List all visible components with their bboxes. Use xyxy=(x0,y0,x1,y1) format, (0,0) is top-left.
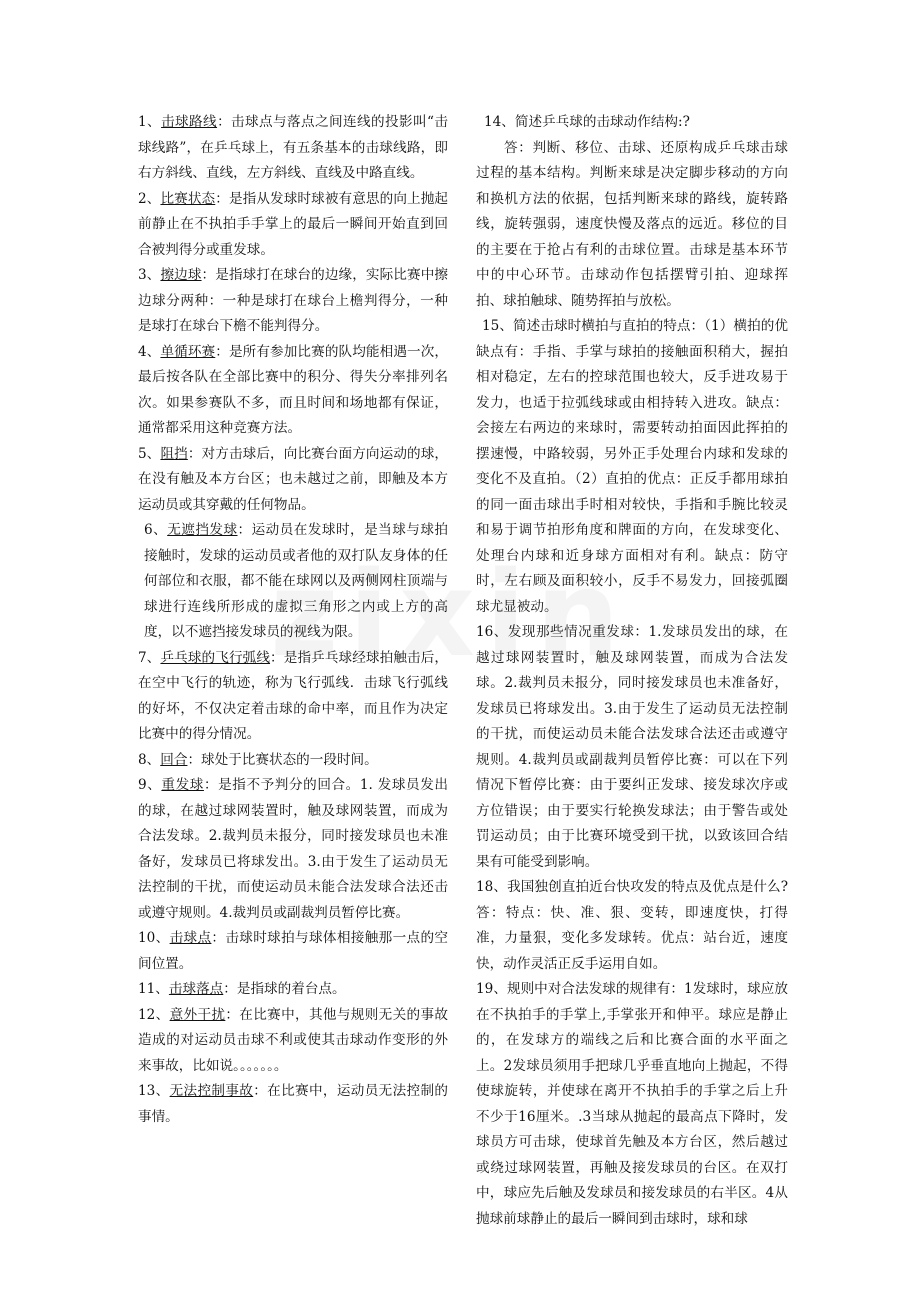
entry-term: 无遮挡发球 xyxy=(167,522,238,538)
entry-term: 比赛状态 xyxy=(160,190,216,207)
entry-text: ：在比赛中，其他与规则无关的事故造成的对运动员击球不利或使其击球动作变形的外来事故，比如说。。。。。。。 xyxy=(138,1006,448,1074)
entry-term: 意外干扰 xyxy=(169,1006,226,1023)
entry-text: ：运动员在发球时，是当球与球拍接触时，发球的运动员或者他的双打队友身体的任何部位和衣服，都不能在球网以及两侧网柱顶端与球进行连线所形成的虚拟三角形之内或上方的高度，以不遮挡接发球员的视线为限。 xyxy=(144,522,449,640)
definition-3 xyxy=(138,263,448,340)
entry-text: ：是指球打在球台的边缘，实际比赛中擦边球分两种：一种是球打在球台上檐判得分，一种是球打在球台下檐不能判得分。 xyxy=(138,267,448,334)
entry-term: 擦边球 xyxy=(160,267,202,283)
question-16: 16、发现那些情况重发球：1.发球员发出的球，在越过球网装置时，触及球网装置，而成为合法发球。2.裁判员未报分，同时接发球员也未准备好，发球员已将球发出。3.由于发生了运动员无法控制的干扰，而使运动员未能合法发球合法还击或遵守规则。4.裁判员或副裁判员暂停比赛：可以在下列情况下暂停比赛：由于要纠正发球、接发球次序或方位错误；由于要实行轮换发球法；由于警告或处罚运动员；由于比赛环境受到干扰，以致该回合结果有可能受到影响。 xyxy=(476,624,788,870)
entry-term: 单循环赛 xyxy=(160,343,216,360)
definition-10 xyxy=(138,926,448,977)
definition-8 xyxy=(138,748,448,774)
entry-term: 无法控制事故 xyxy=(169,1083,254,1099)
definition-6 xyxy=(138,518,448,646)
question-14: 14、简述乒乓球的击球动作结构:? xyxy=(484,114,690,130)
question-19: 19、规则中对合法发球的规律有：1发球时，球应放在不执拍手的手掌上,手掌张开和伸平。球应是静止的，在发球方的端线之后和比赛合面的水平面之上。2发球员须用手把球几乎垂直地向上抛起，不得使球旋转，并使球在离开不执拍手的手掌之后上升不少于16厘米。.3当球从抛起的最高点下降时，发球员方可击球，使球首先触及本方台区，然后越过或绕过球网装置，再触及接发球员的台区。在双打中，球应先后触及发球员和接发球员的右半区。4从抛球前球静止的最后一瞬间到击球时，球和球 xyxy=(476,981,788,1227)
definition-7 xyxy=(138,646,448,748)
entry-number: 7、 xyxy=(138,649,161,666)
entry-text: ：是指不予判分的回合。1. 发球员发出的球，在越过球网装置时，触及球网装置，而成为合法发球。2.裁判员未报分，同时接发球员也未准备好，发球员已将球发出。3.由于发生了运动员无法控制的干扰，而使运动员未能合法发球合法还击或遵守规则。4.裁判员或副裁判员暂停比赛。 xyxy=(138,777,449,921)
entry-number: 4、 xyxy=(138,343,161,360)
entry-text: ：击球点与落点之间连线的投影叫“击球线路”，在乒乓球上，有五条基本的击球线路，即右方斜线、直线，左方斜线、直线及中路直线。 xyxy=(138,114,448,181)
entry-term: 阻挡 xyxy=(160,445,188,462)
entry-term: 重发球 xyxy=(161,777,204,793)
entry-text: ：对方击球后，向比赛台面方向运动的球，在没有触及本方台区；也未越过之前，即触及本方运动员或其穿戴的任何物品。 xyxy=(138,445,449,513)
entry-number: 13、 xyxy=(138,1083,170,1099)
definition-11 xyxy=(138,977,448,1003)
entry-number: 5、 xyxy=(138,445,161,462)
entry-number: 2、 xyxy=(138,190,161,207)
entry-text: ：球处于比赛状态的一段时间。 xyxy=(187,751,378,768)
definition-9 xyxy=(138,773,448,926)
entry-text: ：是指从发球时球被有意思的向上抛起前静止在不执拍手手掌上的最后一瞬间开始直到回合被判得分或重发球。 xyxy=(138,190,449,258)
entry-term: 乒乓球的飞行弧线 xyxy=(160,649,271,666)
definition-5 xyxy=(138,442,448,519)
entry-number: 8、 xyxy=(138,751,161,768)
entry-text: ：击球时球拍与球体相接触那一点的空间位置。 xyxy=(138,930,448,972)
definition-2 xyxy=(138,187,448,264)
answer-14: 答：判断、移位、击球、还原构成乒乓球击球过程的基本结构。判断来球是决定脚步移动的方向和换机方法的依据，包括判断来球的路线，旋转路线，旋转强弱，速度快慢及落点的远近。移位的目的主要在于抢占有利的击球位置。击球是基本环节中的中心环节。击球动作包括摆臂引拍、迎球挥拍、球拍触球、随势挥拍与放松。 xyxy=(476,139,788,309)
entry-number: 10、 xyxy=(138,930,170,946)
entry-number: 9、 xyxy=(138,777,162,793)
right-column xyxy=(476,110,788,1232)
entry-text: ：是指乒乓球经球拍触击后，在空中飞行的轨迹，称为飞行弧线．击球飞行弧线的好坏，不仅决定着击球的命中率，而且作为决定比赛中的得分情况。 xyxy=(138,649,449,742)
entry-term: 回合 xyxy=(160,751,188,768)
left-column xyxy=(138,110,448,1130)
entry-number: 6、 xyxy=(144,522,168,538)
entry-term: 击球路线 xyxy=(161,114,218,130)
question-15: 15、简述击球时横拍与直拍的特点：（1）横拍的优缺点有：手指、手掌与球拍的接触面积稍大，握拍相对稳定，左右的控球范围也较大，反手进攻易于发力，也适于拉弧线球或由相持转入进攻。缺点：会接左右两边的来球时，需要转动拍面因此挥拍的摆速慢，中路较弱，另外正手处理台内球和发球的变化不及直拍。（2）直拍的优点：正反手都用球拍的同一面击球出手时相对较快，手指和手腕比较灵和易于调节拍形角度和牌面的方向，在发球变化、处理台内球和近身球方面相对有利。缺点：防守时，左右顾及面积较小，反手不易发力，回接弧圈球尤显被动。 xyxy=(476,318,788,615)
question-18: 18、我国独创直拍近台快攻发的特点及优点是什么?答：特点：快、准、狠、变转，即速度快，打得准，力量狠，变化多发球转。优点：站台近，速度快，动作灵活正反手运用自如。 xyxy=(476,879,788,972)
entry-text: ：是指球的着台点。 xyxy=(223,981,346,997)
definition-13 xyxy=(138,1079,448,1130)
entry-number: 11、 xyxy=(138,981,169,997)
definition-1 xyxy=(138,110,448,187)
definition-12 xyxy=(138,1003,448,1080)
definition-4 xyxy=(138,340,448,442)
entry-text: ：是所有参加比赛的队均能相遇一次，最后按各队在全部比赛中的积分、得失分率排列名次。如果参赛队不多，而且时间和场地都有保证，通常都采用这种竞赛方法。 xyxy=(138,343,449,436)
entry-term: 击球点 xyxy=(169,930,212,946)
entry-number: 1、 xyxy=(138,114,162,130)
entry-number: 12、 xyxy=(138,1006,170,1023)
entry-number: 3、 xyxy=(138,267,161,283)
entry-text: ：在比赛中，运动员无法控制的事情。 xyxy=(138,1083,448,1125)
entry-term: 击球落点 xyxy=(168,981,224,997)
